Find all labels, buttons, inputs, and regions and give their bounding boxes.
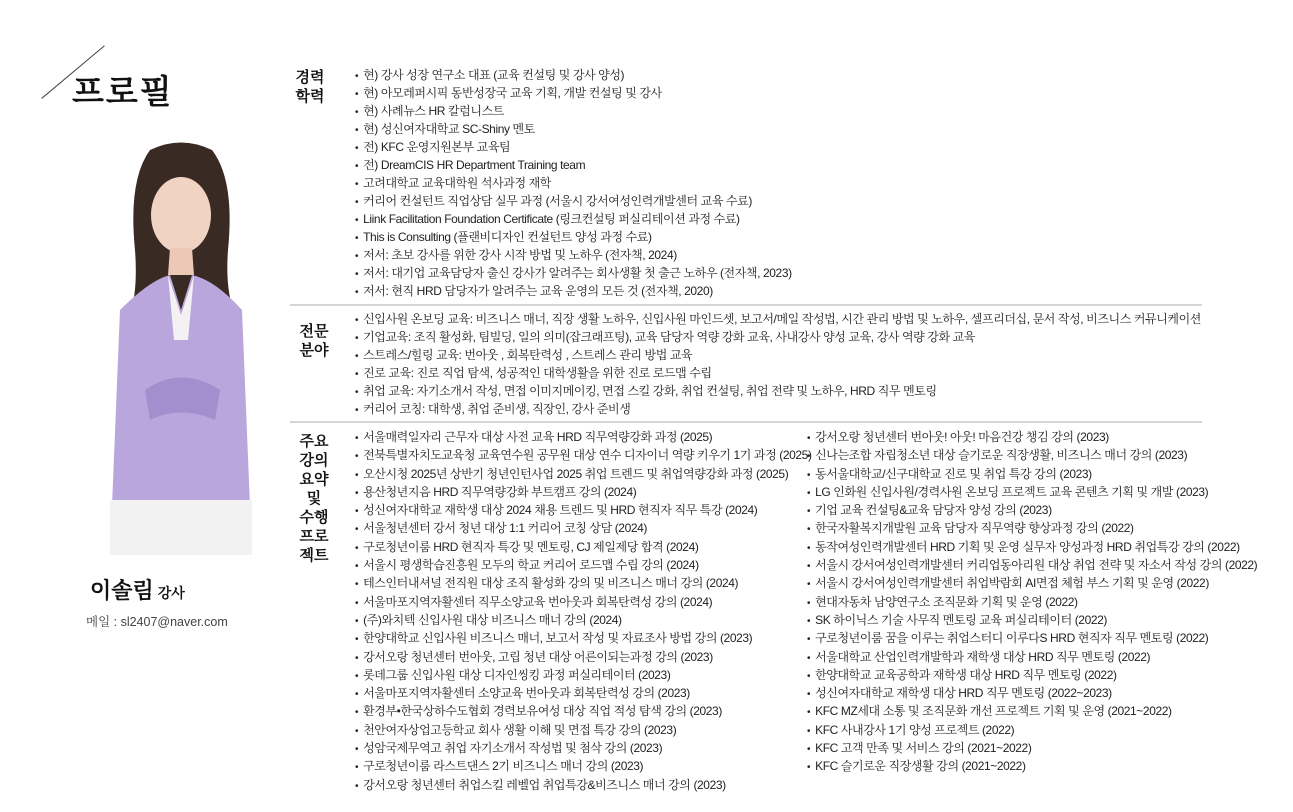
list-item: • SK 하이닉스 기술 사무직 멘토링 교육 퍼실리테이터 (2022) (807, 611, 1257, 629)
list-item: • 전북특별자치도교육청 교육연수원 공무원 대상 연수 디자이너 역량 키우기 1기 과정 (2025) (355, 446, 812, 464)
label-line: 주요 (299, 433, 329, 450)
list-item: • 현) 강사 성장 연구소 대표 (교육 컨설팅 및 강사 양성) (355, 66, 792, 84)
list-item: • 성신여자대학교 재학생 대상 2024 채용 트렌드 및 HRD 현직자 직무 특강 (2024) (355, 501, 812, 519)
list-item: • 구로청년이룸 라스트댄스 2기 비즈니스 매너 강의 (2023) (355, 757, 812, 775)
list-item: • KFC 슬기로운 직장생활 강의 (2021~2022) (807, 757, 1257, 775)
page-title: 프로필 (72, 73, 174, 110)
list-item: • Liink Facilitation Foundation Certificate (링크컨설팅 퍼실리테이션 과정 수료) (355, 210, 792, 228)
list-item: • 저서: 초보 강사를 위한 강사 시작 방법 및 노하우 (전자책, 2024) (355, 246, 792, 264)
list-item: • LG 인화원 신입사원/경력사원 온보딩 프로젝트 교육 콘텐츠 기획 및 개발 (2023) (807, 483, 1257, 501)
list-item: • 서울마포지역자활센터 소양교육 번아웃과 회복탄력성 강의 (2023) (355, 684, 812, 702)
label-line: 분야 (299, 342, 329, 359)
list-item: • 용산청년지음 HRD 직무역량강화 부트캠프 강의 (2024) (355, 483, 812, 501)
list-item: • 커리어 코칭: 대학생, 취업 준비생, 직장인, 강사 준비생 (355, 400, 1201, 418)
profile-email: 메일 : sl2407@naver.com (86, 615, 228, 629)
list-item: • 강서오랑 청년센터 번아웃, 고립 청년 대상 어른이되는과정 강의 (2023) (355, 648, 812, 666)
list-item: • 구로청년이룸 HRD 현직자 특강 및 멘토링, CJ 제일제당 합격 (2024) (355, 538, 812, 556)
list-item: • 한국자활복지개발원 교육 담당자 직무역량 향상과정 강의 (2022) (807, 519, 1257, 537)
list-item: • 저서: 현직 HRD 담당자가 알려주는 교육 운영의 모든 것 (전자책, 2020) (355, 282, 792, 300)
list-item: • 서울청년센터 강서 청년 대상 1:1 커리어 코칭 상담 (2024) (355, 519, 812, 537)
list-item: • This is Consulting (플랜비디자인 컨설턴트 양성 과정 수료) (355, 228, 792, 246)
label-line: 경력 (295, 69, 325, 86)
list-item: • 현) 성신여자대학교 SC-Shiny 멘토 (355, 120, 792, 138)
list-item: • 서울시 강서여성인력개발센터 취업박람회 AI면접 체험 부스 기획 및 운영 (2022) (807, 574, 1257, 592)
divider (290, 304, 1202, 306)
section-label-expertise (294, 322, 334, 360)
list-item: • 현대자동차 남양연구소 조직문화 기획 및 운영 (2022) (807, 593, 1257, 611)
person-portrait-icon (110, 140, 252, 555)
list-item: • 성암국제무역고 취업 자기소개서 작성법 및 첨삭 강의 (2023) (355, 739, 812, 757)
list-item: • 강서오랑 청년센터 취업스킬 레벨업 취업특강&비즈니스 매너 강의 (2023) (355, 776, 812, 794)
section-label-career (290, 68, 330, 106)
list-item: • 신입사원 온보딩 교육: 비즈니스 매너, 직장 생활 노하우, 신입사원 마인드셋, 보고서/메일 작성법, 시간 관리 방법 및 노하우, 셀프리더십, 문서 작성, 비즈니스 커뮤니케이션 (355, 310, 1201, 328)
list-item: • 성신여자대학교 재학생 대상 HRD 직무 멘토링 (2022~2023) (807, 684, 1257, 702)
list-item: • 동작여성인력개발센터 HRD 기획 및 운영 실무자 양성과정 HRD 취업특강 강의 (2022) (807, 538, 1257, 556)
list-item: • 기업교육: 조직 활성화, 팀빌딩, 일의 의미(잡크래프팅), 교육 담당자 역량 강화 교육, 사내강사 양성 교육, 강사 역량 강화 교육 (355, 328, 1201, 346)
career-list (355, 66, 792, 300)
list-item: • 서울매력일자리 근무자 대상 사전 교육 HRD 직무역량강화 과정 (2025) (355, 428, 812, 446)
list-item: • 전) DreamCIS HR Department Training team (355, 156, 792, 174)
list-item: • 오산시청 2025년 상반기 청년인턴사업 2025 취업 트렌드 및 취업역량강화 과정 (2025) (355, 465, 812, 483)
label-line: 프로 (299, 528, 329, 545)
list-item: • 한양대학교 교육공학과 재학생 대상 HRD 직무 멘토링 (2022) (807, 666, 1257, 684)
list-item: • 천안여자상업고등학교 회사 생활 이해 및 면접 특강 강의 (2023) (355, 721, 812, 739)
list-item: • 한양대학교 신입사원 비즈니스 매너, 보고서 작성 및 자료조사 방법 강의 (2023) (355, 629, 812, 647)
label-line: 요약 (299, 471, 329, 488)
list-item: • KFC MZ세대 소통 및 조직문화 개선 프로젝트 기획 및 운영 (2021~2022) (807, 702, 1257, 720)
list-item: • 신나는조합 자립청소년 대상 슬기로운 직장생활, 비즈니스 매너 강의 (2023) (807, 446, 1257, 464)
name-text: 이솔림 (90, 578, 154, 603)
list-item: • 서울대학교 산업인력개발학과 재학생 대상 HRD 직무 멘토링 (2022) (807, 648, 1257, 666)
role-text: 강사 (157, 585, 185, 601)
list-item: • 서울시 강서여성인력개발센터 커리업동아리원 대상 취업 전략 및 자소서 작성 강의 (2022) (807, 556, 1257, 574)
projects-list-right (807, 428, 1257, 776)
profile-name (90, 574, 185, 605)
list-item: • 스트레스/힐링 교육: 번아웃 , 회복탄력성 , 스트레스 관리 방법 교육 (355, 346, 1201, 364)
list-item: • 기업 교육 컨설팅&교육 담당자 양성 강의 (2023) (807, 501, 1257, 519)
list-item: • 현) 사례뉴스 HR 칼럼니스트 (355, 102, 792, 120)
label-line: 전문 (299, 323, 329, 340)
divider (290, 421, 1202, 423)
label-line: 젝트 (299, 547, 329, 564)
list-item: • 구로청년이룸 꿈을 이루는 취업스터디 이루다S HRD 현직자 직무 멘토링 (2022) (807, 629, 1257, 647)
label-line: 수행 (299, 509, 329, 526)
label-line: 강의 (299, 452, 329, 469)
label-line: 및 (306, 490, 322, 507)
list-item: • 서울마포지역자활센터 직무소양교육 번아웃과 회복탄력성 강의 (2024) (355, 593, 812, 611)
projects-list-left (355, 428, 812, 794)
profile-photo (110, 140, 252, 555)
label-line: 학력 (295, 88, 325, 105)
list-item: • 테스인터내셔널 전직원 대상 조직 활성화 강의 및 비즈니스 매너 강의 (2024) (355, 574, 812, 592)
list-item: • 환경부•한국상하수도협회 경력보유여성 대상 직업 적성 탐색 강의 (2023) (355, 702, 812, 720)
section-label-projects (294, 432, 334, 565)
expertise-list (355, 310, 1201, 418)
list-item: • KFC 사내강사 1기 양성 프로젝트 (2022) (807, 721, 1257, 739)
list-item: • KFC 고객 만족 및 서비스 강의 (2021~2022) (807, 739, 1257, 757)
list-item: • 커리어 컨설턴트 직업상담 실무 과정 (서울시 강서여성인력개발센터 교육 수료) (355, 192, 792, 210)
list-item: • 서울시 평생학습진흥원 모두의 학교 커리어 로드맵 수립 강의 (2024) (355, 556, 812, 574)
list-item: • 저서: 대기업 교육담당자 출신 강사가 알려주는 회사생활 첫 출근 노하우 (전자책, 2023) (355, 264, 792, 282)
list-item: • (주)와치텍 신입사원 대상 비즈니스 매너 강의 (2024) (355, 611, 812, 629)
list-item: • 전) KFC 운영지원본부 교육팀 (355, 138, 792, 156)
list-item: • 동서울대학교/신구대학교 진로 및 취업 특강 강의 (2023) (807, 465, 1257, 483)
list-item: • 취업 교육: 자기소개서 작성, 면접 이미지메이킹, 면접 스킬 강화, 취업 컨설팅, 취업 전략 및 노하우, HRD 직무 멘토링 (355, 382, 1201, 400)
list-item: • 고려대학교 교육대학원 석사과정 재학 (355, 174, 792, 192)
list-item: • 진로 교육: 진로 직업 탐색, 성공적인 대학생활을 위한 진로 로드맵 수립 (355, 364, 1201, 382)
list-item: • 롯데그룹 신입사원 대상 디자인씽킹 과정 퍼실리테이터 (2023) (355, 666, 812, 684)
list-item: • 강서오랑 청년센터 번아웃! 아웃! 마음건강 챙김 강의 (2023) (807, 428, 1257, 446)
list-item: • 현) 아모레퍼시픽 동반성장국 교육 기획, 개발 컨설팅 및 강사 (355, 84, 792, 102)
